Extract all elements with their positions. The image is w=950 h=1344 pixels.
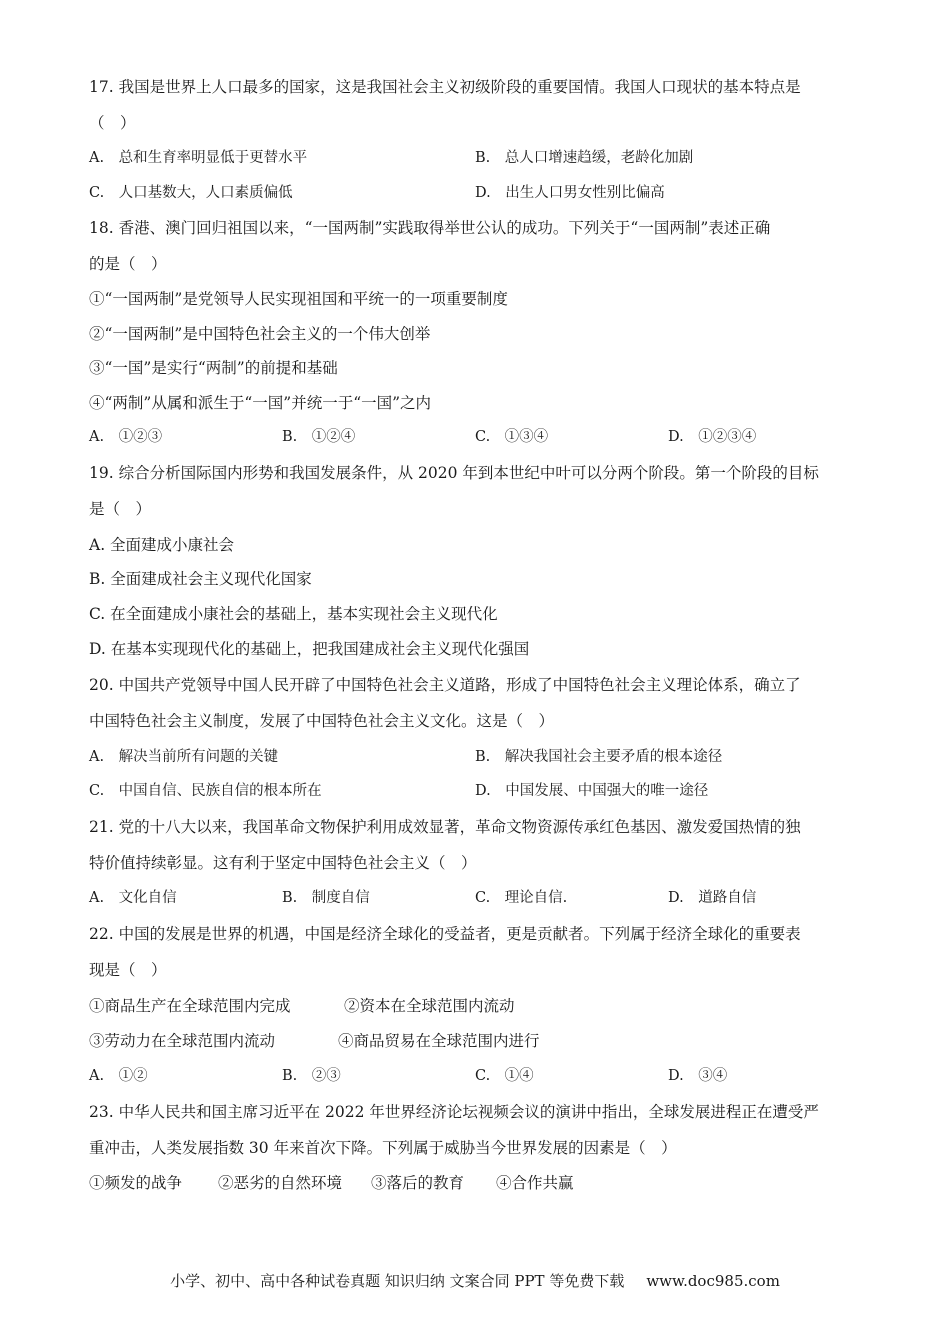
q20-stem-line2: 中国特色社会主义制度，发展了中国特色社会主义文化。这是（ ） (89, 712, 555, 730)
q20-stem-line1: 20. 中国共产党领导中国人民开辟了中国特色社会主义道路，形成了中国特色社会主义理论体系，确立了 (89, 676, 801, 694)
q18-stem-line1: 18. 香港、澳门回归祖国以来，“一国两制”实践取得举世公认的成功。下列关于“一国两制”表述正确 (89, 219, 771, 237)
q18-option-a: A. ①②③ (89, 429, 163, 445)
q23-item-3: ③落后的教育 (371, 1174, 465, 1192)
q21-option-a: A. 文化自信 (89, 890, 177, 906)
q23-item-2: ②恶劣的自然环境 (218, 1174, 343, 1192)
q21-option-c: C. 理论自信. (475, 890, 568, 906)
q19-option-a: A. 全面建成小康社会 (89, 536, 235, 554)
footer-text: 小学、初中、高中各种试卷真题 知识归纳 文案合同 PPT 等免费下载 (170, 1272, 625, 1290)
q21-stem-line1: 21. 党的十八大以来，我国革命文物保护利用成效显著，革命文物资源传承红色基因、激发爱国热情的独 (89, 818, 801, 836)
q22-item-1: ①商品生产在全球范围内完成 (89, 997, 291, 1015)
q18-option-c: C. ①③④ (475, 429, 549, 445)
q23-stem-line2: 重冲击，人类发展指数 30 年来首次下降。下列属于威胁当今世界发展的因素是（ ） (89, 1139, 677, 1157)
q20-option-a: A. 解决当前所有问题的关键 (89, 749, 279, 765)
q17-option-b: B. 总人口增速趋缓，老龄化加剧 (475, 150, 694, 166)
q22-option-b: B. ②③ (282, 1068, 341, 1084)
q20-option-c: C. 中国自信、民族自信的根本所在 (89, 783, 322, 799)
q22-item-4: ④商品贸易在全球范围内进行 (338, 1032, 540, 1050)
q22-item-3: ③劳动力在全球范围内流动 (89, 1032, 276, 1050)
q21-option-d: D. 道路自信 (668, 890, 757, 906)
q23-item-4: ④合作共赢 (496, 1174, 574, 1192)
page-footer (0, 1270, 950, 1291)
footer-url[interactable]: www.doc985.com (646, 1272, 780, 1290)
q18-item-2: ②“一国两制”是中国特色社会主义的一个伟大创举 (89, 325, 431, 343)
q19-option-b: B. 全面建成社会主义现代化国家 (89, 570, 312, 588)
q18-stem-line2: 的是（ ） (89, 255, 167, 273)
q21-option-b: B. 制度自信 (282, 890, 370, 906)
q19-option-d: D. 在基本实现现代化的基础上，把我国建成社会主义现代化强国 (89, 640, 530, 658)
q22-option-d: D. ③④ (668, 1068, 728, 1084)
q17-option-c: C. 人口基数大，人口素质偏低 (89, 185, 293, 201)
q22-option-a: A. ①② (89, 1068, 148, 1084)
q18-option-d: D. ①②③④ (668, 429, 757, 445)
q17-option-a: A. 总和生育率明显低于更替水平 (89, 150, 308, 166)
q20-option-d: D. 中国发展、中国强大的唯一途径 (475, 783, 709, 799)
q22-item-2: ②资本在全球范围内流动 (344, 997, 515, 1015)
q19-stem-line1: 19. 综合分析国际国内形势和我国发展条件，从 2020 年到本世纪中叶可以分两个阶段。第一个阶段的目标 (89, 464, 819, 482)
q23-item-1: ①频发的战争 (89, 1174, 183, 1192)
q18-item-3: ③“一国”是实行“两制”的前提和基础 (89, 359, 338, 377)
q22-stem-line1: 22. 中国的发展是世界的机遇，中国是经济全球化的受益者，更是贡献者。下列属于经济全球化的重要表 (89, 925, 801, 943)
q19-option-c: C. 在全面建成小康社会的基础上，基本实现社会主义现代化 (89, 605, 498, 623)
q17-stem-line1: 17. 我国是世界上人口最多的国家，这是我国社会主义初级阶段的重要国情。我国人口现状的基本特点是 (89, 78, 801, 96)
q22-stem-line2: 现是（ ） (89, 961, 167, 979)
q18-item-4: ④“两制”从属和派生于“一国”并统一于“一国”之内 (89, 394, 432, 412)
q20-option-b: B. 解决我国社会主要矛盾的根本途径 (475, 749, 723, 765)
q21-stem-line2: 特价值持续彰显。这有利于坚定中国特色社会主义（ ） (89, 854, 477, 872)
q19-stem-line2: 是（ ） (89, 500, 152, 518)
q18-item-1: ①“一国两制”是党领导人民实现祖国和平统一的一项重要制度 (89, 290, 508, 308)
q17-option-d: D. 出生人口男女性别比偏高 (475, 185, 665, 201)
q22-option-c: C. ①④ (475, 1068, 534, 1084)
q17-stem-line2: （ ） (89, 114, 136, 132)
q18-option-b: B. ①②④ (282, 429, 356, 445)
q23-stem-line1: 23. 中华人民共和国主席习近平在 2022 年世界经济论坛视频会议的演讲中指出，全球发展进程正在遭受严 (89, 1103, 819, 1121)
